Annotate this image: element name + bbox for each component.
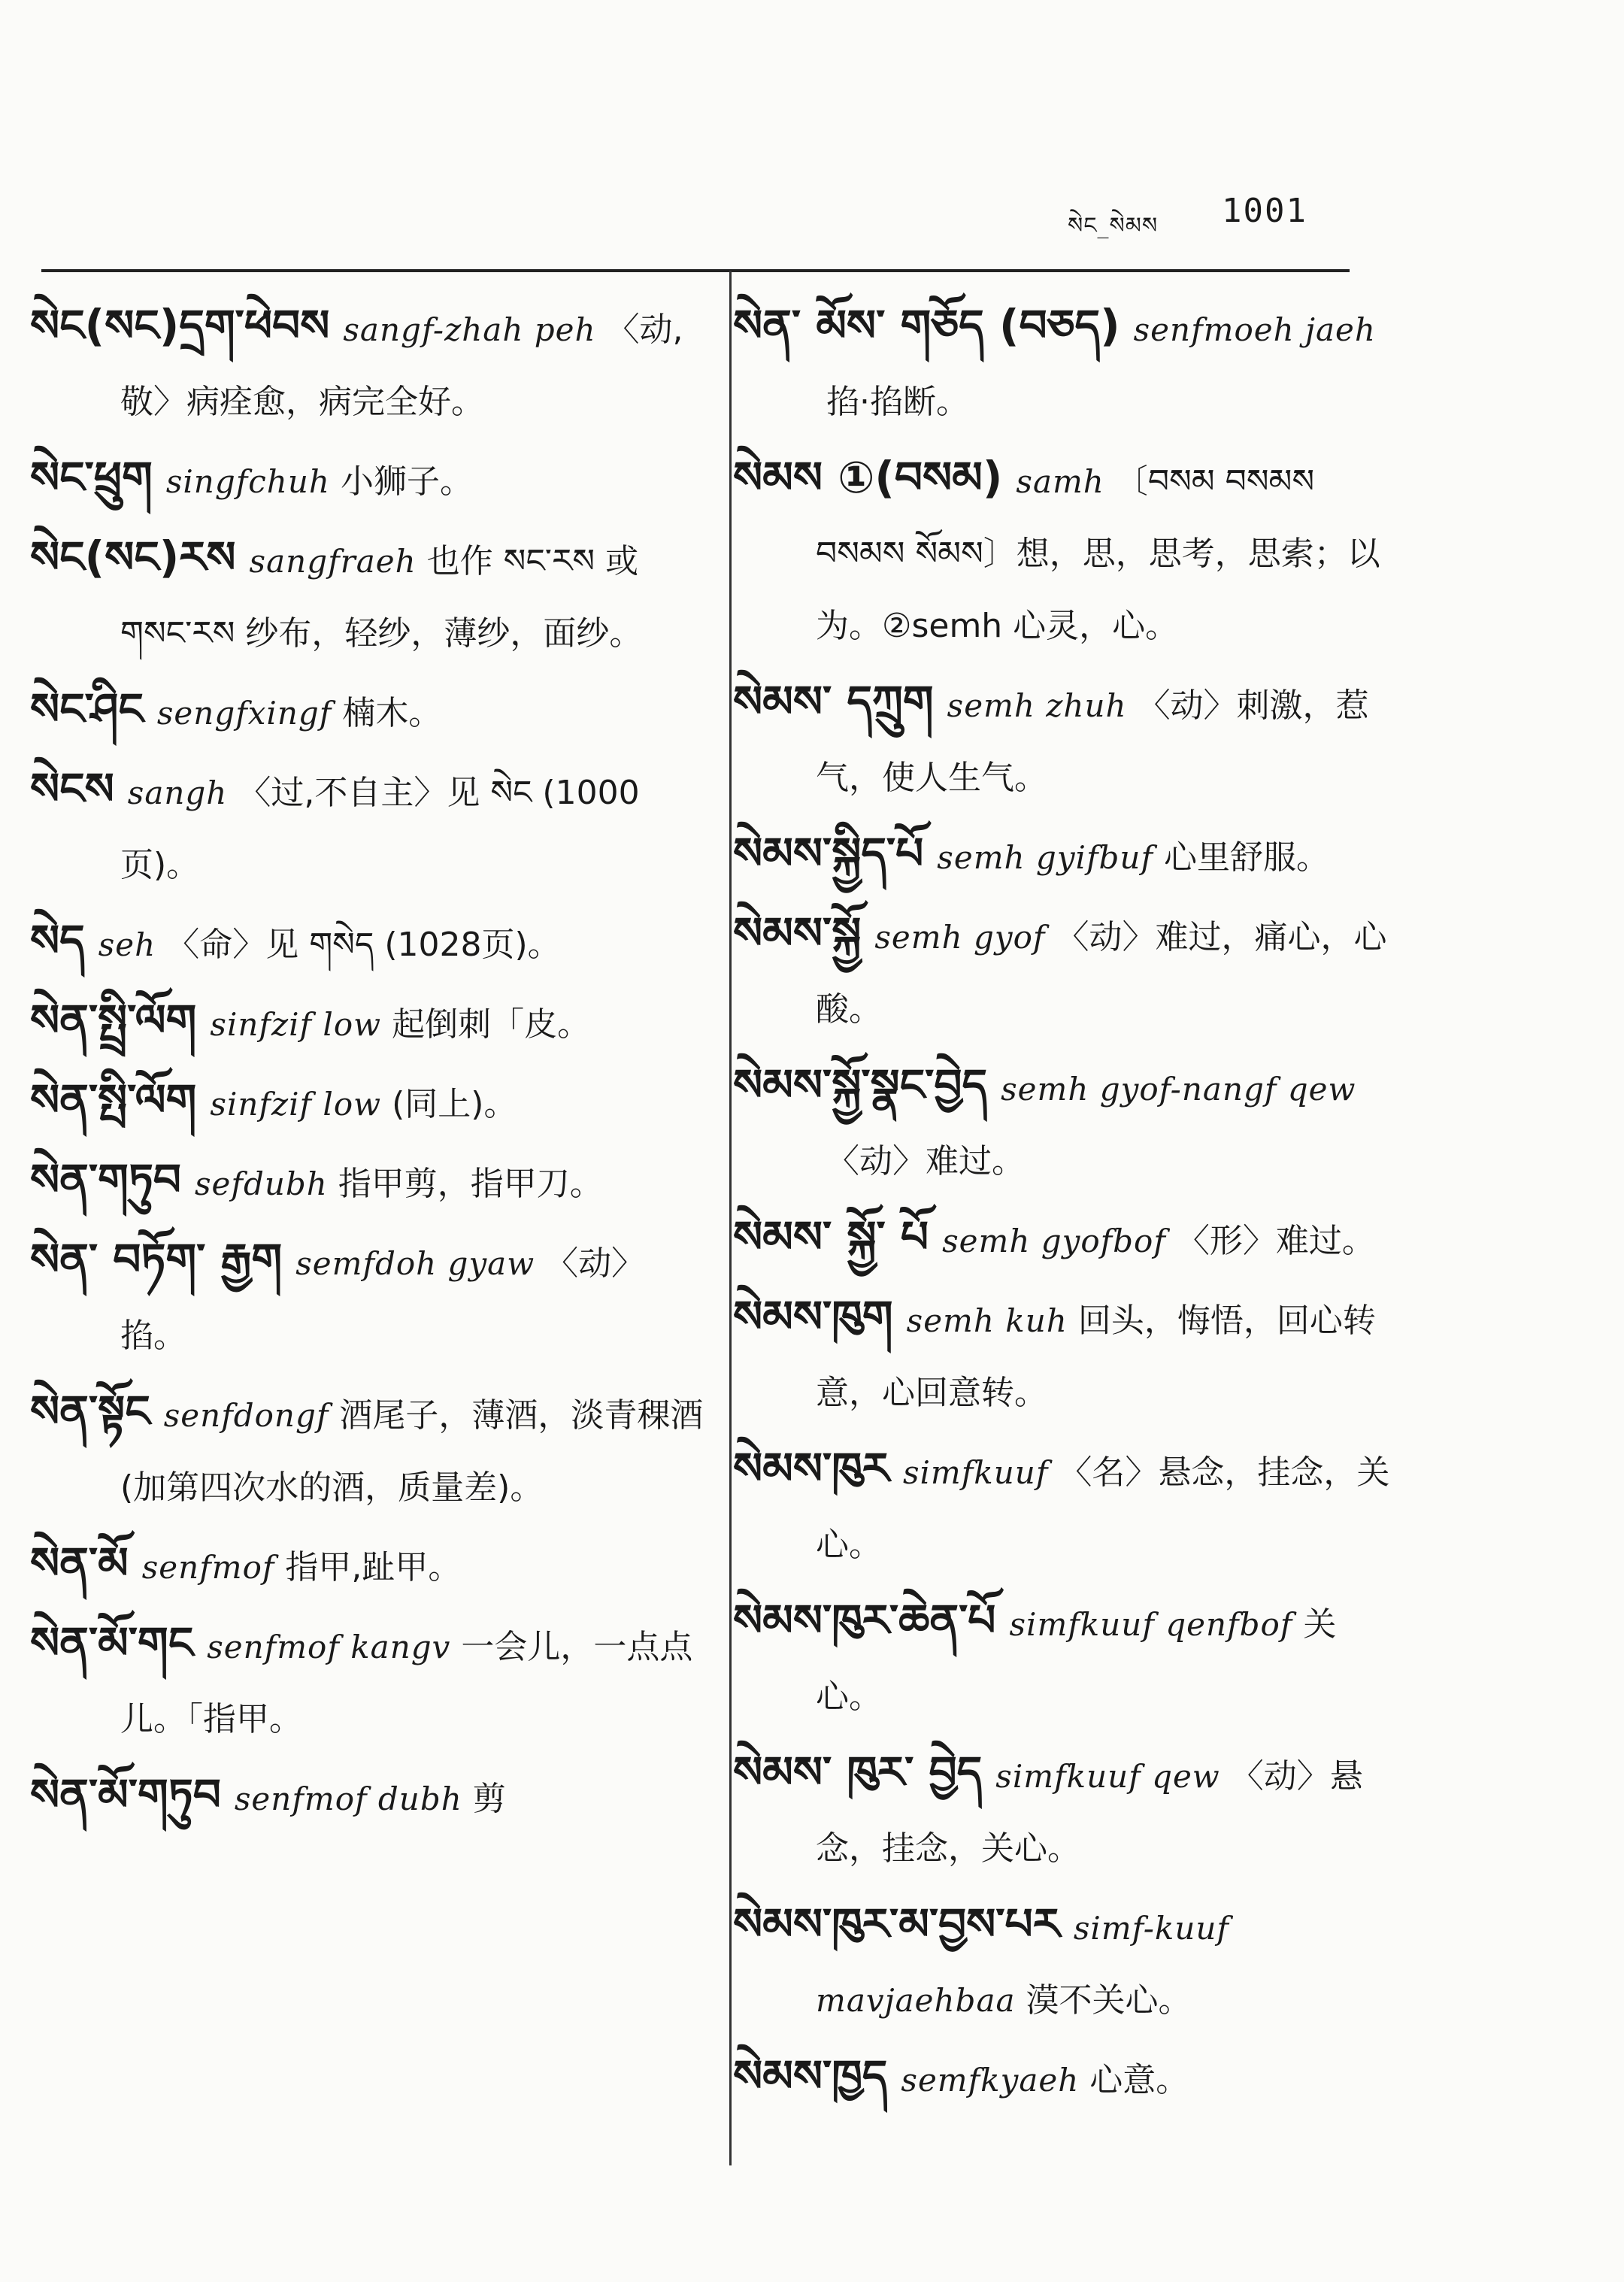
- dictionary-entry: [733, 817, 1395, 894]
- romanization: simfkuuf qew: [995, 1758, 1220, 1795]
- dictionary-entry: [30, 1223, 707, 1372]
- definition: 〈动〉难过，痛心，心酸。: [816, 918, 1387, 1029]
- romanization: sengfxingf: [156, 695, 332, 732]
- headword-tibetan: སེངས: [30, 763, 114, 814]
- dictionary-entry: [733, 1888, 1395, 2037]
- romanization: sangfraeh: [249, 543, 417, 580]
- headword-tibetan: སེང་ཤིང: [30, 683, 144, 735]
- definition: (同上)。: [392, 1085, 517, 1123]
- headword-tibetan: སེམས་ཁུར་ཆེན་པོ: [733, 1595, 996, 1646]
- right-column: [733, 289, 1395, 2120]
- headword-tibetan: སེམས ①(བསམ): [733, 452, 1003, 503]
- definition: 〈形〉难过。: [1176, 1222, 1375, 1260]
- headword-tibetan: སེན་ བཏོག་ རྒྱག: [30, 1234, 283, 1285]
- romanization: semh zhuh: [947, 687, 1127, 724]
- romanization: sefdubh: [194, 1165, 328, 1202]
- column-divider: [729, 271, 732, 2165]
- definition: 回头，悔悟，回心转意，心回意转。: [816, 1302, 1376, 1412]
- headword-tibetan: སེམས་ ཁུར་ བྱེད: [733, 1747, 983, 1798]
- headword-tibetan: སེན་སྤྲི་ལོག: [30, 995, 197, 1046]
- romanization: semh gyof: [874, 919, 1046, 956]
- romanization: semh gyof-nangf qew: [1001, 1071, 1356, 1108]
- definition: 漠不关心。: [1026, 1981, 1192, 2020]
- definition: 〈动〉掐。: [120, 1244, 645, 1355]
- headword-tibetan: སེད: [30, 915, 85, 966]
- headword-tibetan: སེན་སྤི་ལོག: [30, 1074, 197, 1126]
- left-column: [30, 289, 707, 1838]
- romanization: sinfzif low: [210, 1086, 382, 1123]
- romanization: sangh: [127, 774, 228, 811]
- headword-tibetan: སེམས་ དཀྲུག: [733, 676, 934, 727]
- headword-tibetan: སེང་ཕྲུག: [30, 452, 153, 503]
- headword-tibetan: སེམས་སྐྱིད་པོ: [733, 828, 924, 879]
- dictionary-entry: [733, 289, 1395, 438]
- headword-tibetan: སེང(སང)དྲག་ཕེབས: [30, 300, 330, 351]
- definition: 酒尾子，薄酒，淡青稞酒(加第四次水的酒，质量差)。: [120, 1396, 704, 1507]
- headword-tibetan: སེམས་སྐྱོ་སྣང་བྱེད: [733, 1059, 988, 1111]
- romanization: semh kuh: [906, 1302, 1068, 1339]
- dictionary-entry: [733, 665, 1395, 814]
- dictionary-entry: [30, 521, 707, 670]
- romanization: senfmof dubh: [234, 1780, 462, 1817]
- headword-tibetan: སེམས་ཁུག: [733, 1291, 893, 1342]
- definition: 指甲剪，指甲刀。: [338, 1165, 603, 1203]
- headword-tibetan: སེང(སང)རས: [30, 532, 236, 583]
- running-head: སེང_སེམས: [1068, 213, 1159, 239]
- headword-tibetan: སེན་མོ: [30, 1538, 129, 1589]
- headword-tibetan: སེམས་ཁུར: [733, 1443, 889, 1494]
- dictionary-entry: [30, 289, 707, 438]
- definition: 〈名〉悬念，挂念，关心。: [816, 1453, 1390, 1564]
- dictionary-entry: [30, 1375, 707, 1524]
- definition: 〈动〉难过。: [826, 1142, 1025, 1180]
- dictionary-entry: [30, 753, 707, 902]
- romanization: senfdongf: [163, 1397, 329, 1434]
- headword-tibetan: སེམས་ཁུར་མ་བྱས་པར: [733, 1899, 1060, 1950]
- dictionary-entry: [30, 1064, 707, 1141]
- headword-tibetan: སེན་སྟོང: [30, 1386, 150, 1437]
- definition: 楠木。: [342, 694, 442, 732]
- dictionary-entry: [733, 1280, 1395, 1429]
- dictionary-entry: [733, 1736, 1395, 1885]
- romanization: simfkuuf qenfbof: [1009, 1606, 1293, 1643]
- dictionary-entry: [30, 1759, 707, 1835]
- headword-tibetan: སེན་མོ་གང: [30, 1617, 194, 1668]
- romanization: semfdoh gyaw: [295, 1245, 535, 1282]
- definition: 剪: [472, 1780, 506, 1818]
- dictionary-entry: [30, 673, 707, 750]
- romanization: singfchuh: [165, 463, 330, 500]
- dictionary-entry: [733, 441, 1395, 662]
- headword-tibetan: སེམས་ སྐྱོ་ པོ: [733, 1211, 929, 1262]
- dictionary-entry: [733, 1584, 1395, 1733]
- romanization: sangf-zhah peh: [343, 311, 596, 348]
- definition: 指甲,趾甲。: [285, 1548, 462, 1586]
- romanization: semfkyaeh: [901, 2062, 1080, 2099]
- romanization: senfmoeh jaeh: [1133, 311, 1376, 348]
- definition: 一会儿，一点点儿。「指甲。: [120, 1628, 693, 1738]
- definition: 〈动〉刺激，惹气，使人生气。: [816, 686, 1369, 797]
- dictionary-entry: [30, 441, 707, 518]
- page-number: 1001: [1222, 192, 1307, 230]
- page-header: [1045, 192, 1346, 252]
- definition: 掐·掐断。: [826, 383, 969, 421]
- dictionary-entry: [733, 2040, 1395, 2117]
- dictionary-entry: [733, 1201, 1395, 1277]
- definition: 心意。: [1089, 2061, 1189, 2099]
- definition: 起倒刺「皮。: [392, 1005, 591, 1044]
- definition: 心里舒服。: [1164, 838, 1330, 877]
- romanization: sinfzif low: [210, 1006, 382, 1043]
- headword-tibetan: སེན་མོ་གཏུབ: [30, 1769, 221, 1820]
- dictionary-entry: [733, 1049, 1395, 1198]
- romanization: simf-kuuf mavjaehbaa: [816, 1910, 1229, 2019]
- headword-tibetan: སེན་གཏུབ: [30, 1154, 181, 1205]
- dictionary-entry: [30, 984, 707, 1061]
- dictionary-entry: [30, 1144, 707, 1220]
- definition: 〈命〉见 གསེད (1028页)。: [166, 926, 561, 964]
- header-rule: [41, 269, 1350, 272]
- definition: 也作 སང་རས 或 གསང་རས 纱布，轻纱，薄纱，面纱。: [120, 542, 643, 653]
- romanization: seh: [98, 926, 156, 963]
- definition: 〔བསམ བསམས བསམས སོམས〕想，思，思考，思索；以为。②semh 心灵，心。: [816, 462, 1380, 645]
- dictionary-entry: [733, 1432, 1395, 1581]
- romanization: simfkuuf: [902, 1454, 1049, 1491]
- definition: 关心。: [816, 1605, 1337, 1716]
- dictionary-entry: [733, 897, 1395, 1046]
- definition: 〈动〉悬念，挂念，关心。: [816, 1757, 1363, 1868]
- dictionary-entry: [30, 905, 707, 981]
- headword-tibetan: སེམས་ཁྱད: [733, 2050, 888, 2102]
- romanization: senfmof: [141, 1549, 275, 1586]
- definition: 〈过,不自主〉见 སེང (1000页)。: [120, 774, 640, 884]
- definition: 〈动,敬〉病痊愈，病完全好。: [120, 311, 683, 421]
- romanization: semh gyifbuf: [937, 839, 1154, 876]
- romanization: semh gyofbof: [942, 1223, 1166, 1259]
- headword-tibetan: སེམས་སྐྱོ: [733, 908, 862, 959]
- dictionary-entry: [30, 1527, 707, 1604]
- romanization: samh: [1016, 463, 1104, 500]
- dictionary-entry: [30, 1607, 707, 1756]
- definition: 小狮子。: [340, 462, 473, 501]
- romanization: senfmof kangv: [207, 1629, 451, 1665]
- headword-tibetan: སེན་ མོས་ གཅོད (བཅད): [733, 300, 1120, 351]
